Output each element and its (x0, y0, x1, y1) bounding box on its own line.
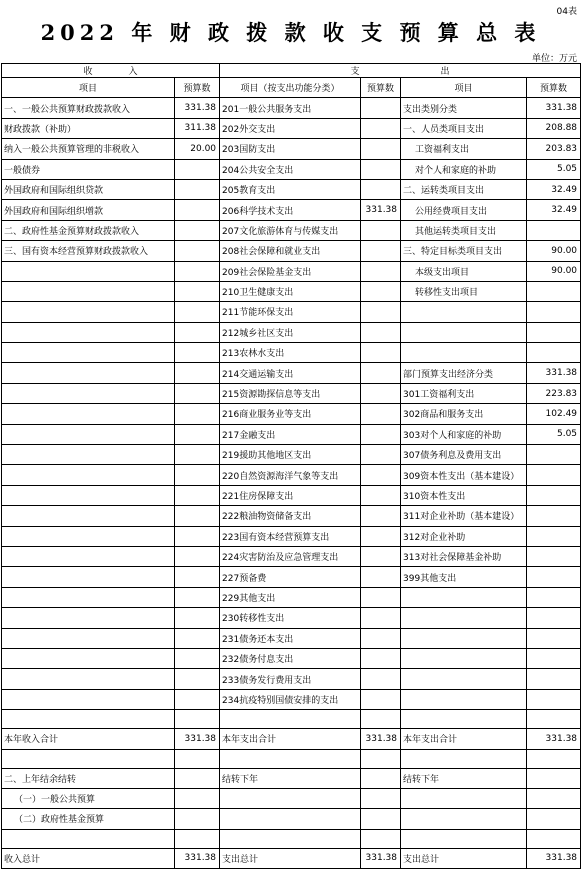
cell-func-budget (361, 567, 401, 587)
cell-econ-item: 对个人和家庭的补助 (401, 159, 527, 179)
cell-econ-item (401, 343, 527, 363)
cell-func-budget (361, 383, 401, 403)
table-row (2, 587, 581, 607)
cell-income-budget (175, 383, 220, 403)
cell-func-budget (361, 118, 401, 138)
cell-income-budget (175, 220, 220, 240)
cell-func-item: 205教育支出 (220, 179, 361, 199)
cell-econ-budget (527, 689, 581, 709)
cell-income-item (2, 526, 175, 546)
cell-func-budget (361, 628, 401, 648)
cell-income-budget (175, 200, 220, 220)
col-income-item: 项目 (2, 78, 175, 98)
cell-func-budget: 331.38 (361, 200, 401, 220)
cell-econ-item: 支出类别分类 (401, 98, 527, 118)
cell-econ-budget (527, 788, 581, 808)
table-row (2, 200, 581, 220)
cell-econ-item: 其他运转类项目支出 (401, 220, 527, 240)
cell-econ-item: 结转下年 (401, 768, 527, 788)
cell-func-item: 本年支出合计 (220, 729, 361, 749)
cell-func-budget: 331.38 (361, 729, 401, 749)
cell-income-budget (175, 749, 220, 768)
cell-income-budget (175, 587, 220, 607)
cell-func-item (220, 749, 361, 768)
cell-func-budget (361, 98, 401, 118)
cell-econ-budget: 32.49 (527, 200, 581, 220)
cell-func-budget (361, 546, 401, 566)
cell-income-budget (175, 404, 220, 424)
cell-econ-item (401, 648, 527, 668)
form-code: 04表 (556, 7, 577, 17)
cell-income-budget (175, 608, 220, 628)
cell-income-item: 外国政府和国际组织贷款 (2, 179, 175, 199)
cell-income-budget (175, 648, 220, 668)
table-row (2, 139, 581, 159)
table-row (2, 424, 581, 444)
cell-econ-budget (527, 829, 581, 848)
cell-econ-item: 307债务利息及费用支出 (401, 445, 527, 465)
cell-econ-item: 309资本性支出（基本建设） (401, 465, 527, 485)
cell-func-budget (361, 404, 401, 424)
budget-table (1, 63, 581, 869)
cell-econ-item: 三、特定目标类项目支出 (401, 241, 527, 261)
table-row (2, 628, 581, 648)
cell-income-budget (175, 526, 220, 546)
table-row (2, 689, 581, 709)
table-row (2, 241, 581, 261)
cell-func-budget (361, 587, 401, 607)
cell-func-item: 223国有资本经营预算支出 (220, 526, 361, 546)
table-row (2, 648, 581, 668)
cell-income-budget (175, 546, 220, 566)
cell-econ-budget (527, 485, 581, 505)
cell-income-item (2, 567, 175, 587)
cell-econ-item (401, 302, 527, 322)
cell-income-budget (175, 710, 220, 729)
table-row (2, 669, 581, 689)
table-row (2, 829, 581, 848)
cell-income-item: 二、政府性基金预算财政拨款收入 (2, 220, 175, 240)
cell-income-item: 三、国有资本经营预算财政拨款收入 (2, 241, 175, 261)
cell-econ-item: 311对企业补助（基本建设） (401, 506, 527, 526)
cell-func-item: 209社会保险基金支出 (220, 261, 361, 281)
cell-income-item (2, 587, 175, 607)
cell-econ-item: 转移性支出项目 (401, 281, 527, 301)
cell-econ-budget (527, 302, 581, 322)
cell-income-item (2, 689, 175, 709)
cell-income-budget (175, 485, 220, 505)
cell-econ-item: 本级支出项目 (401, 261, 527, 281)
cell-econ-budget: 331.38 (527, 848, 581, 868)
cell-econ-budget (527, 526, 581, 546)
cell-func-item (220, 829, 361, 848)
cell-func-budget (361, 302, 401, 322)
cell-func-item: 214交通运输支出 (220, 363, 361, 383)
cell-income-budget (175, 689, 220, 709)
cell-econ-budget: 331.38 (527, 98, 581, 118)
cell-func-budget (361, 809, 401, 829)
table-row (2, 363, 581, 383)
cell-income-item: 财政拨款（补助） (2, 118, 175, 138)
cell-econ-budget (527, 809, 581, 829)
cell-econ-item: 一、人员类项目支出 (401, 118, 527, 138)
cell-econ-item: 302商品和服务支出 (401, 404, 527, 424)
column-header-row (2, 78, 581, 98)
cell-func-item: 212城乡社区支出 (220, 322, 361, 342)
cell-econ-item: 312对企业补助 (401, 526, 527, 546)
cell-income-item: （二）政府性基金预算 (2, 809, 175, 829)
cell-func-item: 227预备费 (220, 567, 361, 587)
cell-econ-budget (527, 465, 581, 485)
cell-econ-budget: 5.05 (527, 424, 581, 444)
cell-econ-budget (527, 343, 581, 363)
cell-income-item: 一、一般公共预算财政拨款收入 (2, 98, 175, 118)
cell-income-item (2, 424, 175, 444)
cell-econ-budget: 223.83 (527, 383, 581, 403)
col-econ-budget: 预算数 (527, 78, 581, 98)
cell-func-budget (361, 322, 401, 342)
table-row (2, 567, 581, 587)
cell-income-item (2, 485, 175, 505)
cell-econ-budget: 32.49 (527, 179, 581, 199)
cell-econ-item (401, 608, 527, 628)
cell-func-budget (361, 445, 401, 465)
table-row (2, 261, 581, 281)
cell-func-item: 229其他支出 (220, 587, 361, 607)
cell-income-item: 二、上年结余结转 (2, 768, 175, 788)
cell-func-item: 220自然资源海洋气象等支出 (220, 465, 361, 485)
table-row (2, 749, 581, 768)
cell-econ-item (401, 322, 527, 342)
cell-income-item (2, 546, 175, 566)
col-econ-item: 项目 (401, 78, 527, 98)
cell-func-item: 202外交支出 (220, 118, 361, 138)
cell-econ-budget (527, 587, 581, 607)
cell-func-item: 207文化旅游体育与传媒支出 (220, 220, 361, 240)
col-func-item: 项目（按支出功能分类） (220, 78, 361, 98)
cell-func-item: 204公共安全支出 (220, 159, 361, 179)
section-header-row (2, 64, 581, 78)
cell-func-budget: 331.38 (361, 848, 401, 868)
cell-income-budget (175, 424, 220, 444)
table-row (2, 383, 581, 403)
table-row (2, 506, 581, 526)
cell-econ-budget: 203.83 (527, 139, 581, 159)
cell-income-budget (175, 302, 220, 322)
table-row (2, 526, 581, 546)
cell-econ-item: 399其他支出 (401, 567, 527, 587)
cell-func-item: 213农林水支出 (220, 343, 361, 363)
cell-income-item (2, 608, 175, 628)
cell-income-item (2, 302, 175, 322)
cell-func-item: 224灾害防治及应急管理支出 (220, 546, 361, 566)
expense-header: 支 出 (220, 64, 581, 78)
cell-income-budget (175, 829, 220, 848)
cell-income-item (2, 749, 175, 768)
cell-income-budget (175, 322, 220, 342)
cell-func-budget (361, 710, 401, 729)
cell-func-budget (361, 608, 401, 628)
cell-income-item: （一）一般公共预算 (2, 788, 175, 808)
cell-econ-item: 310资本性支出 (401, 485, 527, 505)
cell-econ-budget (527, 710, 581, 729)
cell-func-budget (361, 485, 401, 505)
cell-func-budget (361, 281, 401, 301)
cell-income-budget: 311.38 (175, 118, 220, 138)
cell-func-item: 215资源勘探信息等支出 (220, 383, 361, 403)
cell-econ-budget (527, 749, 581, 768)
cell-func-item: 216商业服务业等支出 (220, 404, 361, 424)
cell-func-budget (361, 139, 401, 159)
cell-func-budget (361, 749, 401, 768)
cell-econ-budget: 331.38 (527, 363, 581, 383)
cell-income-item (2, 465, 175, 485)
cell-func-budget (361, 424, 401, 444)
cell-func-item: 219援助其他地区支出 (220, 445, 361, 465)
table-row (2, 281, 581, 301)
cell-income-item (2, 669, 175, 689)
cell-econ-item: 303对个人和家庭的补助 (401, 424, 527, 444)
cell-func-budget (361, 343, 401, 363)
cell-func-item (220, 809, 361, 829)
cell-income-item (2, 281, 175, 301)
cell-income-budget (175, 567, 220, 587)
cell-econ-budget (527, 546, 581, 566)
cell-econ-item: 工资福利支出 (401, 139, 527, 159)
table-row (2, 710, 581, 729)
cell-income-budget (175, 179, 220, 199)
cell-income-budget (175, 465, 220, 485)
table-row (2, 608, 581, 628)
cell-income-item (2, 383, 175, 403)
cell-econ-budget (527, 669, 581, 689)
cell-func-item: 结转下年 (220, 768, 361, 788)
cell-func-item: 217金融支出 (220, 424, 361, 444)
cell-func-budget (361, 768, 401, 788)
cell-econ-budget (527, 445, 581, 465)
cell-econ-item (401, 788, 527, 808)
table-row (2, 118, 581, 138)
table-row (2, 220, 581, 240)
cell-econ-budget: 208.88 (527, 118, 581, 138)
cell-income-item (2, 343, 175, 363)
cell-econ-budget: 90.00 (527, 261, 581, 281)
cell-income-budget (175, 159, 220, 179)
cell-income-budget (175, 241, 220, 261)
cell-econ-item: 公用经费项目支出 (401, 200, 527, 220)
cell-func-budget (361, 465, 401, 485)
cell-econ-item (401, 689, 527, 709)
cell-func-item: 232债务付息支出 (220, 648, 361, 668)
table-row (2, 768, 581, 788)
cell-func-item: 231债务还本支出 (220, 628, 361, 648)
cell-econ-budget (527, 768, 581, 788)
cell-func-item: 234抗疫特别国债安排的支出 (220, 689, 361, 709)
cell-func-budget (361, 159, 401, 179)
table-row (2, 322, 581, 342)
cell-income-item (2, 506, 175, 526)
cell-income-budget (175, 281, 220, 301)
cell-income-budget: 331.38 (175, 729, 220, 749)
cell-econ-item (401, 628, 527, 648)
cell-econ-item (401, 587, 527, 607)
cell-income-budget (175, 445, 220, 465)
cell-func-item (220, 710, 361, 729)
cell-econ-budget (527, 648, 581, 668)
cell-func-item: 203国防支出 (220, 139, 361, 159)
cell-func-budget (361, 648, 401, 668)
cell-income-budget: 331.38 (175, 848, 220, 868)
cell-income-budget (175, 628, 220, 648)
cell-econ-item (401, 809, 527, 829)
cell-income-item (2, 829, 175, 848)
table-row (2, 343, 581, 363)
cell-econ-item: 本年支出合计 (401, 729, 527, 749)
cell-func-budget (361, 788, 401, 808)
cell-func-budget (361, 179, 401, 199)
table-row (2, 465, 581, 485)
cell-income-item (2, 363, 175, 383)
cell-income-budget (175, 809, 220, 829)
cell-func-item: 233债务发行费用支出 (220, 669, 361, 689)
income-header: 收 入 (2, 64, 220, 78)
table-row (2, 302, 581, 322)
cell-func-budget (361, 220, 401, 240)
cell-econ-item: 301工资福利支出 (401, 383, 527, 403)
cell-func-item: 210卫生健康支出 (220, 281, 361, 301)
cell-econ-item (401, 669, 527, 689)
cell-econ-item (401, 710, 527, 729)
cell-income-item (2, 404, 175, 424)
cell-econ-budget (527, 281, 581, 301)
table-row (2, 546, 581, 566)
cell-econ-budget: 102.49 (527, 404, 581, 424)
cell-income-item: 本年收入合计 (2, 729, 175, 749)
cell-econ-budget (527, 608, 581, 628)
cell-income-item (2, 322, 175, 342)
cell-income-budget (175, 261, 220, 281)
cell-func-item (220, 788, 361, 808)
cell-income-budget (175, 343, 220, 363)
table-row (2, 809, 581, 829)
cell-income-item: 外国政府和国际组织增款 (2, 200, 175, 220)
cell-income-item: 纳入一般公共预算管理的非税收入 (2, 139, 175, 159)
cell-income-item: 收入总计 (2, 848, 175, 868)
cell-income-budget: 20.00 (175, 139, 220, 159)
unit-label: 单位：万元 (531, 54, 577, 64)
table-row (2, 445, 581, 465)
cell-income-budget (175, 363, 220, 383)
cell-func-item: 201一般公共服务支出 (220, 98, 361, 118)
col-func-budget: 预算数 (361, 78, 401, 98)
cell-func-item: 211节能环保支出 (220, 302, 361, 322)
cell-func-item: 支出总计 (220, 848, 361, 868)
cell-func-item: 230转移性支出 (220, 608, 361, 628)
cell-income-item (2, 261, 175, 281)
cell-income-item (2, 445, 175, 465)
table-row (2, 788, 581, 808)
cell-func-budget (361, 241, 401, 261)
cell-func-budget (361, 261, 401, 281)
cell-func-budget (361, 526, 401, 546)
cell-income-item (2, 648, 175, 668)
cell-income-item: 一般债券 (2, 159, 175, 179)
table-row (2, 159, 581, 179)
cell-econ-item: 313对社会保障基金补助 (401, 546, 527, 566)
col-income-budget: 预算数 (175, 78, 220, 98)
cell-econ-budget (527, 220, 581, 240)
table-row (2, 485, 581, 505)
cell-econ-item (401, 749, 527, 768)
cell-func-budget (361, 689, 401, 709)
cell-econ-budget (527, 567, 581, 587)
cell-income-item (2, 710, 175, 729)
cell-income-item (2, 628, 175, 648)
cell-func-budget (361, 363, 401, 383)
cell-func-item: 206科学技术支出 (220, 200, 361, 220)
cell-func-item: 221住房保障支出 (220, 485, 361, 505)
cell-income-budget: 331.38 (175, 98, 220, 118)
cell-econ-item: 部门预算支出经济分类 (401, 363, 527, 383)
cell-econ-budget: 90.00 (527, 241, 581, 261)
table-row (2, 98, 581, 118)
cell-func-budget (361, 669, 401, 689)
cell-econ-item: 支出总计 (401, 848, 527, 868)
cell-func-item: 208社会保障和就业支出 (220, 241, 361, 261)
cell-econ-budget (527, 506, 581, 526)
cell-income-budget (175, 788, 220, 808)
cell-econ-budget (527, 628, 581, 648)
cell-func-budget (361, 829, 401, 848)
cell-income-budget (175, 506, 220, 526)
cell-econ-item (401, 829, 527, 848)
cell-income-budget (175, 669, 220, 689)
cell-func-item: 222粮油物资储备支出 (220, 506, 361, 526)
cell-econ-budget (527, 322, 581, 342)
cell-func-budget (361, 506, 401, 526)
table-row (2, 848, 581, 868)
cell-econ-budget: 331.38 (527, 729, 581, 749)
cell-econ-item: 二、运转类项目支出 (401, 179, 527, 199)
table-row (2, 179, 581, 199)
table-row (2, 404, 581, 424)
cell-econ-budget: 5.05 (527, 159, 581, 179)
cell-income-budget (175, 768, 220, 788)
page-title: 2022 年 财 政 拨 款 收 支 预 算 总 表 (40, 20, 541, 45)
table-row (2, 729, 581, 749)
